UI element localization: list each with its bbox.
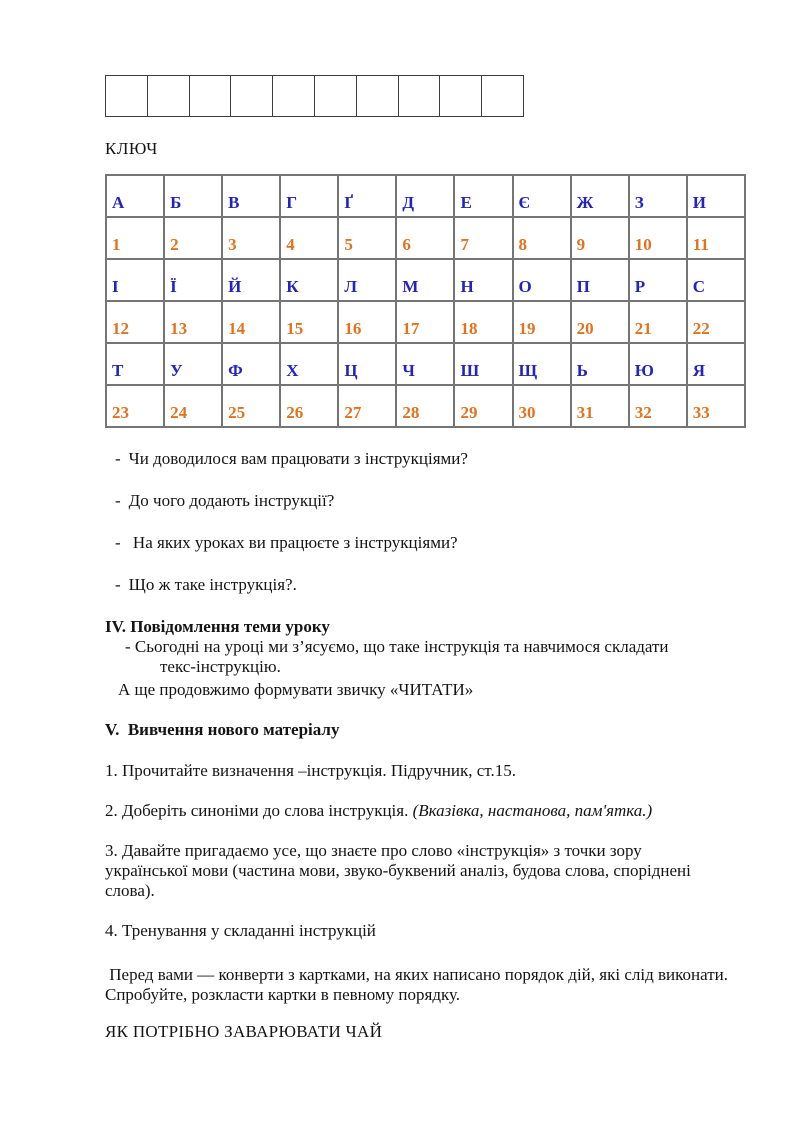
section-v-item-4: 4. Тренування у складанні інструкцій	[105, 921, 376, 940]
tea-instruction-heading: ЯК ПОТРІБНО ЗАВАРЮВАТИ ЧАЙ	[105, 1022, 383, 1041]
key-letter-cell: Л	[338, 259, 396, 301]
key-number-cell: 14	[222, 301, 280, 343]
question-item	[105, 575, 746, 595]
answer-strip-row	[106, 76, 524, 117]
key-number-cell: 17	[396, 301, 454, 343]
key-letter-cell: Ж	[571, 175, 629, 217]
key-number-cell: 21	[629, 301, 687, 343]
key-letter-cell: Н	[454, 259, 512, 301]
key-letter-cell: А	[106, 175, 164, 217]
key-number-cell: 15	[280, 301, 338, 343]
question-item	[105, 533, 746, 553]
key-letter-cell: Ч	[396, 343, 454, 385]
question-dash: -	[115, 533, 121, 552]
answer-strip-table	[105, 75, 524, 117]
key-letter-cell: Т	[106, 343, 164, 385]
key-letter-cell: Ю	[629, 343, 687, 385]
key-letter-cell: Д	[396, 175, 454, 217]
key-letter-cell: Ї	[164, 259, 222, 301]
key-letter-cell: М	[396, 259, 454, 301]
key-letter-cell: Щ	[513, 343, 571, 385]
question-text: Що ж таке інструкція?.	[128, 575, 297, 594]
key-number-cell: 11	[687, 217, 745, 259]
key-table-row-numbers	[106, 301, 745, 343]
key-letter-cell: Х	[280, 343, 338, 385]
key-table-row-letters	[106, 175, 745, 217]
key-number-cell: 27	[338, 385, 396, 427]
key-table-row-numbers	[106, 217, 745, 259]
key-table-row-letters	[106, 259, 745, 301]
answer-strip-cell	[314, 76, 356, 117]
key-letter-cell: З	[629, 175, 687, 217]
key-number-cell: 24	[164, 385, 222, 427]
key-number-cell: 23	[106, 385, 164, 427]
key-number-cell: 12	[106, 301, 164, 343]
key-number-cell: 33	[687, 385, 745, 427]
answer-strip-cell	[398, 76, 440, 117]
key-letter-cell: О	[513, 259, 571, 301]
key-number-cell: 19	[513, 301, 571, 343]
section-v-item-3: 3. Давайте пригадаємо усе, що знаєте про слово «інструкція» з точки зору української мови (частина мови, звуко-буквений аналіз, будова слова, споріднені слова).	[105, 841, 696, 900]
key-number-cell: 10	[629, 217, 687, 259]
key-table-row-letters	[106, 343, 745, 385]
key-number-cell: 1	[106, 217, 164, 259]
key-letter-cell: Я	[687, 343, 745, 385]
key-letter-cell: С	[687, 259, 745, 301]
question-text: На яких уроках ви працюєте з інструкціями?	[128, 533, 458, 552]
section-iv-line1: - Сьогодні на уроці ми з’ясуємо, що таке інструкція та навчимося складати	[125, 637, 669, 656]
key-letter-cell: В	[222, 175, 280, 217]
answer-strip-cell	[273, 76, 315, 117]
key-number-cell: 26	[280, 385, 338, 427]
question-text: Чи доводилося вам працювати з інструкціями?	[128, 449, 468, 468]
section-v-item-1: 1. Прочитайте визначення –інструкція. Підручник, ст.15.	[105, 761, 516, 780]
question-text: До чого додають інструкції?	[128, 491, 335, 510]
key-letter-cell: К	[280, 259, 338, 301]
item-2-italic-text: (Вказівка, настанова, пам'ятка.)	[412, 801, 653, 820]
key-number-cell: 16	[338, 301, 396, 343]
key-number-cell: 20	[571, 301, 629, 343]
questions-list	[105, 449, 746, 595]
question-item	[105, 449, 746, 469]
key-number-cell: 5	[338, 217, 396, 259]
key-letter-cell: У	[164, 343, 222, 385]
key-label: КЛЮЧ	[105, 139, 158, 158]
question-item	[105, 491, 746, 511]
key-number-cell: 3	[222, 217, 280, 259]
key-number-cell: 29	[454, 385, 512, 427]
key-letter-cell: Є	[513, 175, 571, 217]
key-letter-cell: Б	[164, 175, 222, 217]
question-dash: -	[115, 491, 121, 510]
answer-strip-cell	[189, 76, 231, 117]
key-number-cell: 13	[164, 301, 222, 343]
key-number-cell: 8	[513, 217, 571, 259]
key-letter-cell: Ц	[338, 343, 396, 385]
section-iv-heading: IV. Повідомлення теми уроку	[105, 617, 330, 636]
answer-strip-cell	[440, 76, 482, 117]
answer-strip-cell	[147, 76, 189, 117]
envelopes-paragraph: Перед вами — конверти з картками, на яких написано порядок дій, які слід виконати. Спробуйте, розкласти картки в певному порядку.	[105, 965, 733, 1004]
answer-strip-cell	[106, 76, 148, 117]
section-iv-line2: текс-інструкцію.	[160, 657, 281, 676]
key-number-cell: 32	[629, 385, 687, 427]
section-iv-line3: А ще продовжимо формувати звичку «ЧИТАТИ»	[118, 680, 474, 699]
key-table-row-numbers	[106, 385, 745, 427]
key-letter-cell: Й	[222, 259, 280, 301]
key-letter-cell: Г	[280, 175, 338, 217]
key-number-cell: 7	[454, 217, 512, 259]
key-letter-cell: Р	[629, 259, 687, 301]
key-number-cell: 9	[571, 217, 629, 259]
key-number-cell: 2	[164, 217, 222, 259]
key-number-cell: 6	[396, 217, 454, 259]
item-2-normal-text: 2. Доберіть синоніми до слова інструкція.	[105, 801, 413, 820]
section-v-item-2	[105, 801, 746, 821]
key-number-cell: 18	[454, 301, 512, 343]
key-letter-cell: Ь	[571, 343, 629, 385]
key-letter-cell: І	[106, 259, 164, 301]
key-letter-cell: Ш	[454, 343, 512, 385]
key-number-cell: 25	[222, 385, 280, 427]
question-dash: -	[115, 449, 121, 468]
key-letter-cell: Ф	[222, 343, 280, 385]
key-letter-cell: Ґ	[338, 175, 396, 217]
section-v-heading: V. Вивчення нового матеріалу	[105, 720, 340, 739]
question-dash: -	[115, 575, 121, 594]
key-table	[105, 174, 746, 428]
key-number-cell: 30	[513, 385, 571, 427]
key-number-cell: 31	[571, 385, 629, 427]
key-number-cell: 22	[687, 301, 745, 343]
key-number-cell: 4	[280, 217, 338, 259]
answer-strip-cell	[356, 76, 398, 117]
answer-strip-cell	[482, 76, 524, 117]
key-letter-cell: П	[571, 259, 629, 301]
answer-strip-cell	[231, 76, 273, 117]
key-letter-cell: Е	[454, 175, 512, 217]
key-number-cell: 28	[396, 385, 454, 427]
key-letter-cell: И	[687, 175, 745, 217]
